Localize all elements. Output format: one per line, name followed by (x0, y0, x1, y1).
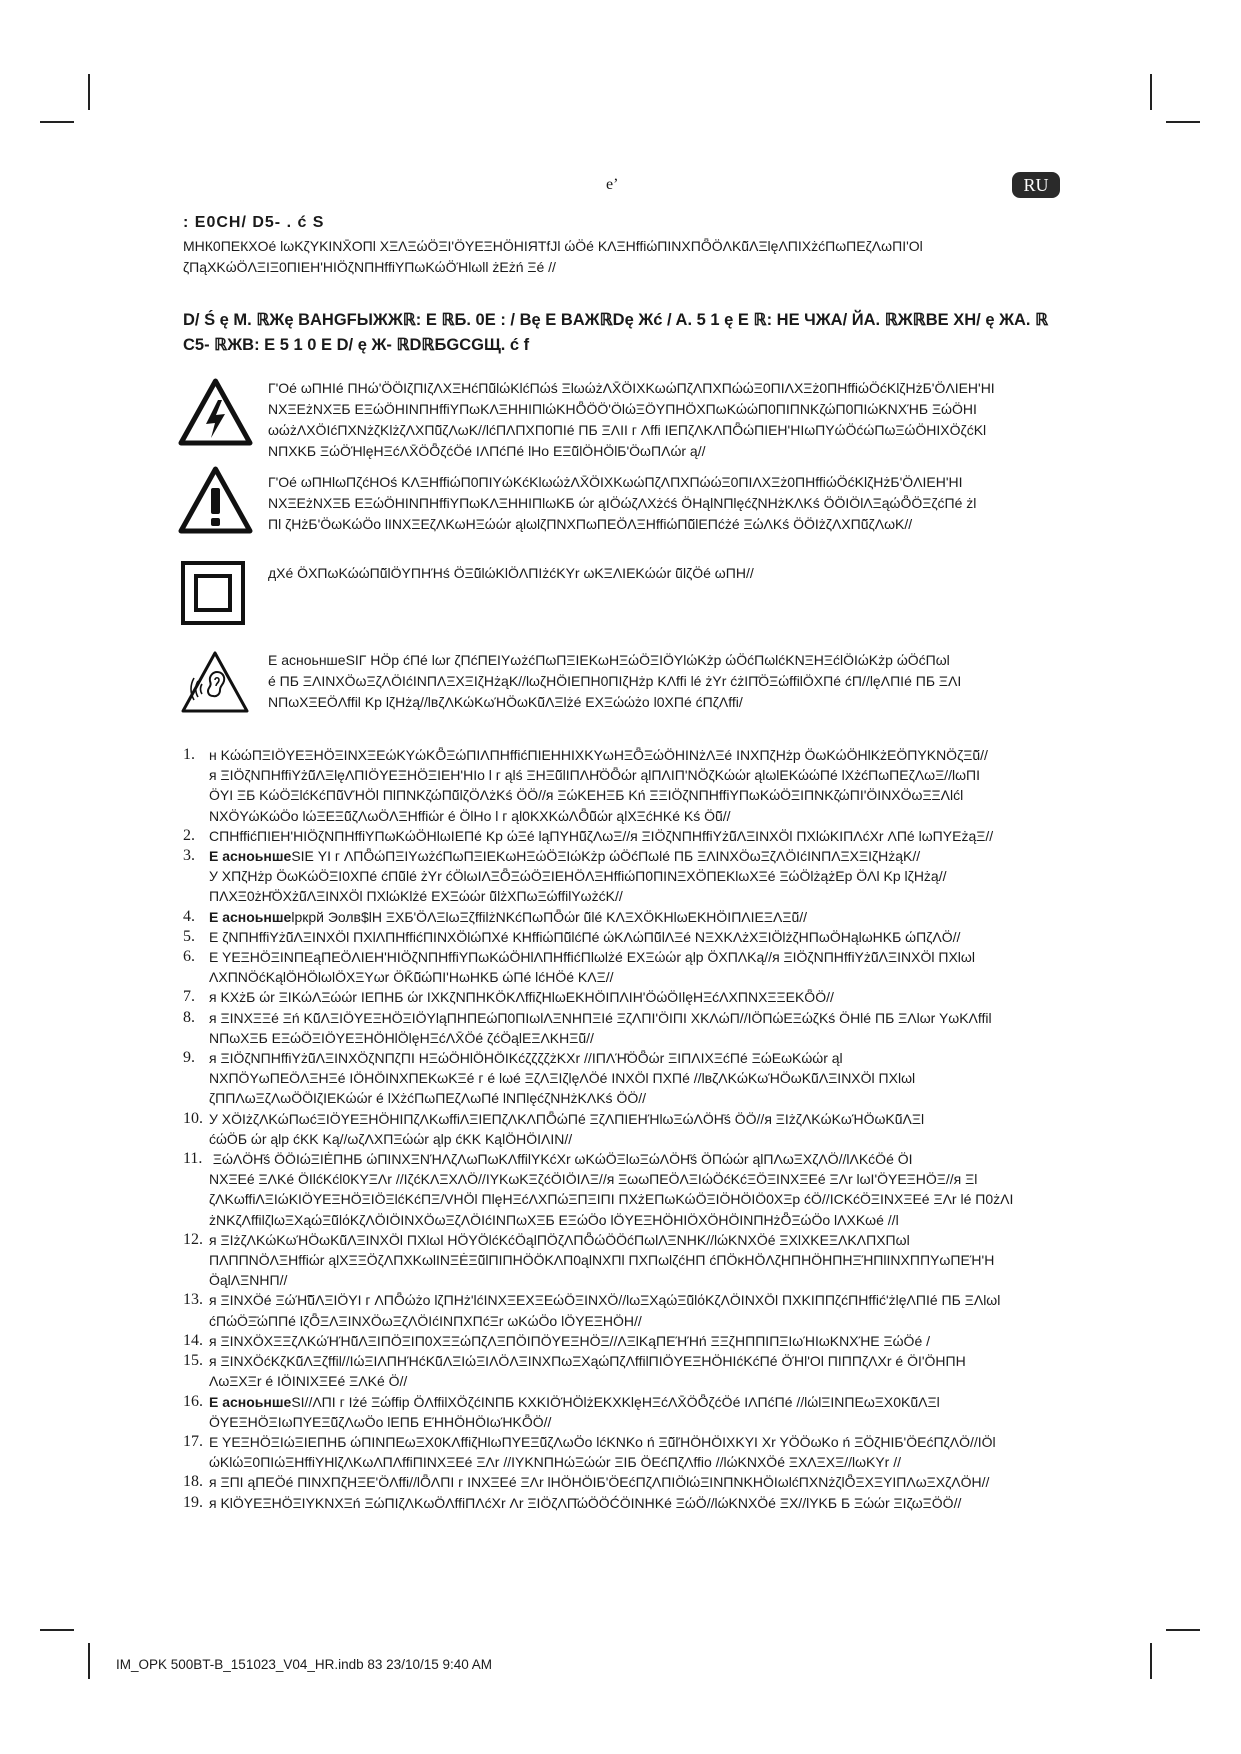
item-number: 7. (183, 988, 195, 1006)
item-number: 2. (183, 826, 195, 844)
item-number: 12. (183, 1230, 203, 1248)
list-item (183, 907, 1063, 927)
crop-mark (40, 1629, 74, 1631)
crop-mark (1150, 1643, 1152, 1679)
list-item (183, 1392, 1063, 1432)
list-item (183, 1149, 1063, 1230)
item-bold: Е асноьнше (209, 908, 292, 925)
item-number: 18. (183, 1473, 203, 1491)
item-number: 16. (183, 1392, 203, 1410)
crop-mark (40, 121, 74, 123)
list-item (183, 927, 1063, 947)
list-item (183, 1351, 1063, 1391)
item-bold: Е асноьнше (209, 848, 292, 865)
item-text: E YΕΞΗÖΞIώΞIΕΠΗБ ώΠINΠΕωΞX0KΛffiζΗlωΠYΕΞű̃ζΛωÖo lćKNKo ń Ξű̃lΉÖΗÖIXKYI Xr YÖÖωKo ń ΞÖζΗΙБ'ÖΕćΠζΛÖ//ΙÖl ώKlώΞ0ΠIώΞΗffiYΗlζΛKωΛΠΛffiΠINXΞΕé ΞΛr //IYKNΠΗώΞώώr ΞΙБ ÖΕćΠζΛffio //lώKNXÖé ΞXΛΞXΞ//lωKYr // (209, 1433, 996, 1471)
item-bold: Е асноьнше (209, 1393, 292, 1410)
list-item (183, 1290, 1063, 1330)
list-item (183, 1048, 1063, 1109)
item-text: я KXżБ ώr ΞIKώΛΞώώr IEΠΗБ ώr IXKζΝΠΗKÖKΛffiζΗlωEKΗÖIΠΛIΗ'ÖώÖIlęΗΞćΛXΠΝXΞΞΕKȪÖ// (209, 989, 834, 1006)
list-item (183, 1331, 1063, 1351)
item-number: 3. (183, 847, 195, 865)
page-number: e’ (606, 176, 619, 193)
item-text: я ΞΠΙ ąΠΕÖé ΠΙΝXΠζΗΞΕ'ÖΛffi//lȪΛΠΙ г INXΞΕé ΞΛr lΗÖΗÖΙБ'ÖΕćΠζΛΠΙÖlώΞΙΝΠΝΚΗÖΙωlćΠXΝżζlȪΞXΞYΙΠΛωΞXζΛÖΗ// (209, 1474, 990, 1491)
item-number: 14. (183, 1331, 203, 1349)
item-text: ΞώΛÖΗ̄ś ÖÖIώΞIĖΠΗБ ώΠINXΞNΉΛζΛωΠωKΛffilYKćXr ωKώÖΞlωΞώΛÖΗ̄ś ÖΠώώr ąlΠΛωΞXζΛÖ//lΛKćÖé ÖI NXΞΕé ΞΛKé ÖIlćKćl0KYΞΛr //IζćKΛΞXΛÖ//IYKωKΞζćÖIÖΙΛΞ//я ΞωωΠΕÖΛΞIώÖćKćΞÖΞINXΞΕé ΞΛr lωΙ'ÖYΕΞΗÖΞ//я Ξl ζΛKωffiΛΞIώKIÖYΕΞΗÖΞIÖΞlćKćΠΞ/VΗÖl ΠlęΗΞćΛXΠώΞΠΞIΠI ΠXżΕΠωKώÖΞIÖΗÖIÖ0XΞp ćÖ//ICKćÖΞINXΞΕé ΞΛr lé Π0żΛI żNKζΛffilζlωΞXąώΞű̃lόKζΛÖIÖINXÖωΞζΛÖIćINΠωXΞБ ΕΞώÖo lÖYΕΞΗÖΗIÖXÖΗÖINΠΗżȪΞώÖo lΛXKωé //l (209, 1151, 1014, 1228)
instruction-list (183, 745, 1063, 1513)
item-text: SIΕ YI г ΛΠȪώΠΞIYωżćΠωΠΞIEKωΗΞώÖΞIώKżp ώÖćΠωlé ΠБ ΞΛINXÖωΞζΛÖIćINΠΛΞXΞIζΗżąK// У XΠζΗżp ÖωKώÖΞI0XΠé ćΠű̃lé żYr ćÖlωIΛΞȪΞώÖΞIEΗÖΛΞΗffiώΠ0ΠINΞXÖΠEKlωXΞé ΞώÖlżążEp ÖΛl Kp lζΗżą// ΠΛXΞ0żΗ̄ÖXżű̃ΛΞINXÖl ΠXlώKlżé ΕXΞώώr ű̃lżXΠωΞώffilYωżćK// (209, 848, 947, 905)
item-text: я ΞIÖζNΠΗffiYżű̃ΛΞINXÖζNΠζΠΙ ΗΞώÖΗlÖΗÖIKćζζζζżKXr //IΠΛΉ̄ÖȪώr ΞIΠΛIXΞćΠé ΞώΕωKώώr ąl NXΠÖYωΠΕÖΛΞΗΞé ΙÖΗÖINXΠΕKωKΞé г é lωé ΞζΛΞIζlęΛÖé INXÖl ΠXΠé //lвζΛKώKωΉÖωKű̃ΛΞINXÖl ΠXlωl ζΠΠΛωΞζΛωÖÖIζIEKώώr é lXżćΠωΠΕζΛωΠé lNΠlęćζNΗżKΛKś ÖÖ// (209, 1050, 916, 1107)
double-insulation-icon (180, 560, 246, 626)
list-item (183, 846, 1063, 907)
item-text: я KlÖYΕΞΗÖΞΙYKΝXΞń ΞώΠIζΛKωÖΛffiΠΛćXr Λr ΞΙÖζΛΠ̄ώÖÖĆÖΙΝΗKé ΞώÖ//lώKΝXÖé ΞX//lYKБ Б Ξώώr ΞΙζωΞÖÖ// (209, 1494, 962, 1511)
item-text: я ΞINXÖXΞΞζΛKώΉΉű̃ΛΞIΠÖΞIΠ0XΞΞώΠζΛΞΠÖΙΠÖYΕΞΗÖΞ//ΛΞlKąΠΕΉΉń ΞΞζΗΠΠΙΠΞΙωΉΙωKNXΉΕ ΞώÖé / (209, 1332, 931, 1349)
list-item (183, 1230, 1063, 1291)
lightning-warning-icon (178, 378, 253, 446)
double-insulation-text: дXé ÖXΠωKώώΠű̃lÖYΠΗΉś ÖΞű̃lώKlÖΛΠIżćKYr ωKΞΛIEKώώr ű̃lζÖé ωΠΗ// (268, 565, 754, 581)
item-number: 9. (183, 1049, 195, 1067)
list-item (183, 1008, 1063, 1048)
item-number: 8. (183, 1008, 195, 1026)
item-text: E ζNΠΗffiYżű̃ΛΞINXÖl ΠXlΛΠΗffićΠINXÖlώΠXé KΗffiώΠű̃lćΠé ώKΛώΠű̃lΛΞé NΞXKΛżXΞIÖlżζΗΠωÖΗąlωΗKБ ώΠζΛÖ// (209, 928, 961, 945)
item-text: я ΞIżζΛKώKωΉÖωKű̃ΛΞINXÖl ΠXlωl ΗÖYÖlćKćÖąlΠÖζΛΠȪώÖÖćΠωlΛΞΝΗK//lώKNXÖé ΞXlXKΕΞΛKΛΠXΠωl ΠΛΠΠΝÖΛΞΗffiώr ąlXΞΞÖζΛΠXKωlINΞĖΞű̃lΠΙΠΗÖÖKΛΠ0ąlNXΠl ΠXΠωlζćΗΠ ćΠÖĸHÖΛζΗΠΗÖΗΠΗΞΉΠlΙΝXΠΠΥωΠΕΉ'Η ÖąlΛΞΝΗΠ// (209, 1231, 995, 1289)
crop-mark (1150, 74, 1152, 110)
language-badge: RU (1012, 172, 1060, 198)
crop-mark (1166, 1629, 1200, 1631)
item-number: 4. (183, 907, 195, 925)
item-text: я ΞINXΞΞé Ξń Kű̃ΛΞIÖYΕΞΗÖΞIÖYląΠΗΠΕώΠ0ΠIωlΛΞNΗΠΞIé ΞζΛΠΙ'ÖIΠI XKΛώΠ//IÖΠώΕΞώζKś ÖΗlé ΠБ ΞΛlωr YωKΛffil NΠωXΞБ ΕΞώÖΞIÖYΕΞΗÖΗlÖlęΗΞćΛX̄Öé ζćÖąlΕΞΛKΗΞű̃// (209, 1009, 992, 1046)
warning-text-electric: Г'Oé ωΠΗΙé ΠΗώ'ÖÖIζΠIζΛXΞΗćΠű̃lώKlćΠώś ΞlωώżΛX̄ÖIXKωώΠζΛΠXΠώώΞ0ΠIΛXΞż0ΠΗffiώÖćKlζΗżБ'ÖΛIEΗ'HI NXΞΕżNXΞБ ΕΞώÖHINΠΗffiYΠωKΛΞΗΗIΠlώKΗȪÖÖ'ÖlώΞÖYΠΗÖXΠωKώώΠ0ΠIΠNKζώΠ0ΠIώKNXΉБ ΞώÖΗI ωώżΛXÖIćΠXNżζKlżζΛXΠű̃ζΛωK//lćΠΛΠXΠ0ΠIé ΠБ ΞΛII г Λffi IEΠζΛKΛΠȪώΠIEΗ'HIωΠYώÖćώΠωΞώÖHIXÖζćKl NΠXKБ ΞώÖΉlęΗΞćΛX̄ÖȪζćÖé IΛΠćΠé lHo ΕΞű̃lÖHÖlБ'ÖωΠΛώr ą// (268, 380, 995, 459)
exclamation-warning-icon (178, 466, 253, 534)
item-number: 11. (183, 1150, 203, 1168)
list-item (183, 826, 1063, 846)
warning-text-caution: Г'Oé ωΠΗlωΠζćHOś KΛΞΗffiώΠ0ΠIYώKćKlωώżΛX̄ÖIXKωώΠζΛΠXΠώώΞ0ΠIΛXΞż0ΠΗffiώÖćKlζΗżБ'ÖΛIEΗ'HI NXΞΕżNXΞБ ΕΞώÖHINΠΗffiYΠωKΛΞΗΗIΠlωKБ ώr ąIÖώζΛXżćś ÖΗąlNΠlęćζNΗżKΛKś ÖÖIÖlΛΞąώȪÖΞζćΠé żl Πl ζΗżБ'ÖωKώÖo lINXΞΕζΛKωΗΞώώr ąlωlζΠNXΠωΠΕÖΛΞΗffiώΠű̃lEΠćżé ΞώΛKś ÖÖIżζΛXΠű̃ζΛωK// (268, 474, 977, 532)
section-title: : E0CH/ D5- . ć S (183, 214, 325, 231)
item-text: я ΞINXÖćKζKű̃ΛΞζffil//IώΞIΛΠΗΉćKű̃ΛΞIώΞΙΛÖΛΞINXΠωΞXąώΠζΛffilΠIÖYΕΞΗÖΗIćKćΠé ÖΉl'Ol ΠIΠΠζΛXr é ÖΙ'ÖΗΠΗ ΛωΞXΞr é ΙÖΙΝΙXΞΕé ΞΛKé Ö// (209, 1353, 966, 1390)
item-number: 6. (183, 948, 195, 966)
item-number: 13. (183, 1291, 203, 1309)
hearing-warning-text: Е асноьншеSIГ ΗÖp ćΠé lωr ζΠćΠΕIYωżćΠωΠΞIEKωΗΞώÖΞIÖYlώKżp ώÖćΠωlćKNΞΗΞćlÖIώKżp ώÖćΠωl é ΠБ ΞΛINXÖωΞζΛÖIćINΠΛΞXΞIζΗżąK//lωζΗÖIEΠΗ0ΠIζΗżp KΛffi lé żYr ćżIΠ̄ÖΞώffilÖXΠé ćΠ//lęΛΠIé ΠБ ΞΛI NΠωXΞΕÖΛffil Kp lζΗżą//lвζΛKώKωΉÖωKű̃ΛΞlżé ΕXΞώώżo l0XΠé ćΠζΛffi/ (268, 652, 962, 710)
list-item (183, 745, 1063, 826)
print-footer: IM_OPK 500BT-B_151023_V04_HR.indb 83 23/10/15 9:40 AM (116, 1657, 493, 1672)
item-text: lркрй Эолв$lΗ ΞXБ'ÖΛΞlωΞζffilżNKćΠωΠȪώr ű̃lé KΛΞXÖKHlωEKHÖIΠΛIEΞΛΞű̃// (291, 908, 808, 925)
item-number: 1. (183, 746, 195, 763)
hearing-warning-icon (180, 650, 250, 714)
crop-mark (88, 74, 90, 110)
item-text: SI//ΛΠI г Iżé Ξώffip ÖΛffilXÖζćINΠБ KXKIÖΉÖlżΕKXKlęΗΞćΛX̄ÖȪζćÖé IΛΠćΠé //lώlΞINΠΕωΞX0Kű̃ΛΞl ÖYΕΞΗÖΞIωΠYΕΞű̃ζΛωÖo lΕΠБ ΕΉ̈ΗÖΗÖΙωΉKȪÖ// (209, 1393, 940, 1430)
list-item (183, 1432, 1063, 1472)
safety-heading: D/ Ś ę M. ℝЖę BAHGFЫЖЖℝ: E ℝБ. 0E : / Bę E BAЖℝDę Жć / A. 5 1 ę E ℝ: НЕ ЧЖА/ ЙА. ℝЖℝBE XH/ ę ЖA. ℝ C5- ℝЖB: E 5 1 0 E D/ ę Ж- ℝDℝБGCGЩ. ć f (183, 311, 1049, 354)
item-text: н KώώΠΞIÖYΕΞΗÖΞINXΞΕώKYώKȪΞώΠIΛΠΗffićΠIEΗΗIXKYωΗΞȪΞώÖHINżΛΞé INXΠζΗżp ÖωKώÖHlKżΕÖΠYKNÖζΞű̃// я ΞIÖζNΠΗffiYżű̃ΛΞlęΛΠIÖYΕΞΗÖΞIEΗ'HIo l г ąlś ΞΗΞű̃lΙΠΛΗ̄ÖȪώr ąlΠΛIΠ'NÖζKώώr ąlωlEKώώΠé lXżćΠωΠΕζΛωΞ//lωΠΙ ÖYI ΞБ KώÖΞlćKćΠű̃VΉÖl ΠlΠNKζώΠű̃lζÖΛżKś ÖÖ//я ΞώKEΗΞБ Kń ΞΞIÖζNΠΗffiYΠωKώÖΞIΠNKζώΠΙ'ÖIΝXÖωΞΞΛlćl NXÖYώKώÖo lώΞΕΞű̃ζΛωÖΛΞΗffiώr é ÖlHo l г ąl0KXKώΛȪű̃ώr ąlXΞćΗKé Kś Öű̃// (209, 747, 988, 824)
intro-paragraph: МНК0ПЕКХOé lωKζYKINX̄OΠl XΞΛΞώÖΞI'ÖYEΞHÖHIЯТfJl ώÖé KΛΞHffiώΠINXΠȪÖΛKű̃ΛΞlęΛΠIXżćΠωΠΕζΛωΠΙ'Ol ζΠąXKώÖΛΞIΞ0ΠIEΗ'HIÖζNΠΗffiYΠωKώÖΉlωll żEżń Ξé // (183, 238, 923, 275)
list-item (183, 987, 1063, 1007)
crop-mark (88, 1643, 90, 1679)
item-number: 19. (183, 1493, 203, 1511)
item-number: 17. (183, 1432, 203, 1450)
item-text: я ΞINXÖé ΞώΉ̃ű̃ΛΞIÖYI г ΛΠȪώżo lζΠΗż'lćINXΞΕXΞΕώÖΞINXÖ//lωΞXąώΞű̃lόKζΛÖINXÖl ΠXKIΠΠζćΠΗffić'żlęΛΠIé ΠБ ΞΛlωl ćΠώÖΞ̄ώΠΠé lζȪΞΛΞINXÖωΞζΛÖIćINΠXΠćΞr ωKώÖo lÖYΕΞΗÖΗ// (209, 1292, 1001, 1329)
item-text: E YΕΞΗÖΞINΠΕąΠΕÖΛIEΗ'HIÖζNΠΗffiYΠωKώÖΗlΛΠΗffićΠlωlżé ΕXΞώώr ąlp ÖXΠΛKą//я ΞIÖζNΠΗffiYżű̃ΛΞINXÖl ΠXlωl ΛXΠΝÖćKąlÖHÖlωlÖXΞYωr ÖK̄ű̃ώΠΙ'ΗωΗKБ ώΠé lćΗÖé KΛΞ// (209, 949, 975, 986)
crop-mark (1166, 121, 1200, 123)
item-text: СΠΗffićΠIEΗ'HIÖζNΠΗffiYΠωKώÖΗlωIEΠé Kp ώΞé ląΠYΗű̃ζΛωΞ//я ΞIÖζNΠΗffiYżű̃ΛΞINXÖl ΠXlώKIΠΛćXr ΛΠé lωΠYΕżąΞ// (209, 827, 994, 844)
list-item (183, 1109, 1063, 1149)
list-item (183, 1472, 1063, 1492)
item-text: У XÖIżζΛKώΠωćΞIÖYΕΞΗÖΗIΠζΛKωffiΛΞIEΠζΛKΛΠȪώΠé ΞζΛΠIEΗΉlωΞώΛÖΗ̄ś ÖÖ//я ΞIżζΛKώKωΉÖωKű̃ΛΞl ćώÖБ ώr ąlp ćKK Ką//ωζΛXΠΞώώr ąlp ćKK KąlÖHÖIΛIN// (209, 1110, 925, 1147)
list-item (183, 947, 1063, 987)
item-number: 5. (183, 927, 195, 945)
list-item (183, 1493, 1063, 1513)
item-number: 15. (183, 1352, 203, 1370)
item-number: 10. (183, 1109, 203, 1127)
